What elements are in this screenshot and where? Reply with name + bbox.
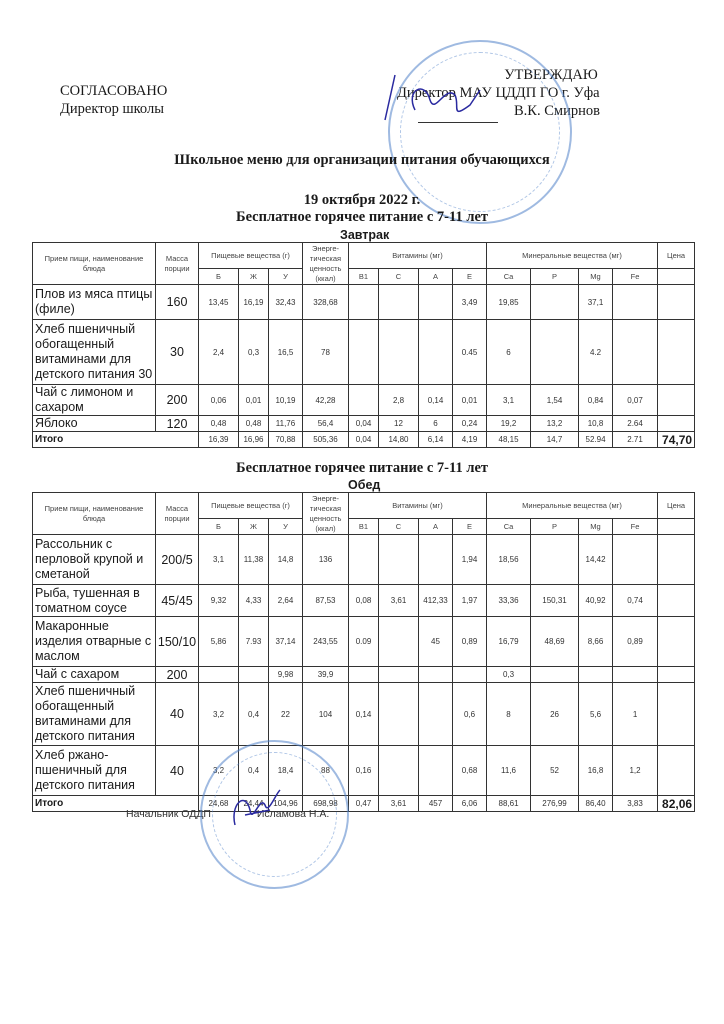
cell-energy: 136 (303, 535, 349, 585)
col-fe: Fe (613, 269, 658, 285)
cell-b (199, 667, 239, 683)
total-mg: 86,40 (579, 796, 613, 812)
table-row (33, 535, 695, 585)
cell-price (658, 535, 695, 585)
col-e: E (453, 269, 487, 285)
total-b1: 0,47 (349, 796, 379, 812)
cell-u: 10,19 (269, 385, 303, 416)
cell-b: 2,4 (199, 320, 239, 385)
cell-a (419, 746, 453, 796)
cell-energy: 78 (303, 320, 349, 385)
cell-b: 9,32 (199, 585, 239, 617)
cell-mg: 4.2 (579, 320, 613, 385)
cell-b1: 0,08 (349, 585, 379, 617)
total-price: 74,70 (658, 432, 695, 448)
dish-name: Рассольник с перловой крупой и сметаной (33, 535, 156, 585)
cell-zh: 0,4 (239, 683, 269, 746)
cell-e: 0,89 (453, 617, 487, 667)
total-label: Итого (33, 796, 199, 812)
col-nutrients: Пищевые вещества (г) (199, 243, 303, 269)
total-b1: 0,04 (349, 432, 379, 448)
col-a: A (419, 269, 453, 285)
dish-name: Плов из мяса птицы (филе) (33, 285, 156, 320)
cell-zh: 0,3 (239, 320, 269, 385)
cell-energy: 56,4 (303, 416, 349, 432)
col-mg: Mg (579, 519, 613, 535)
dish-name: Рыба, тушенная в томатном соусе (33, 585, 156, 617)
col-mg: Mg (579, 269, 613, 285)
cell-e: 0,6 (453, 683, 487, 746)
agreed-block (60, 82, 167, 118)
cell-p (531, 535, 579, 585)
dish-name: Чай с лимоном и сахаром (33, 385, 156, 416)
cell-ca: 16,79 (487, 617, 531, 667)
cell-p: 26 (531, 683, 579, 746)
cell-p (531, 667, 579, 683)
total-b: 16,39 (199, 432, 239, 448)
cell-price (658, 746, 695, 796)
cell-a: 6 (419, 416, 453, 432)
col-a: A (419, 519, 453, 535)
total-fe: 2.71 (613, 432, 658, 448)
table-header-row (33, 243, 695, 269)
signature-line (418, 122, 498, 123)
cell-ca: 8 (487, 683, 531, 746)
cell-zh: 0,48 (239, 416, 269, 432)
col-price-empty (658, 519, 695, 535)
cell-mg: 40,92 (579, 585, 613, 617)
cell-price (658, 585, 695, 617)
col-minerals: Минеральные вещества (мг) (487, 243, 658, 269)
table-row (33, 683, 695, 746)
col-b: Б (199, 519, 239, 535)
table-row (33, 617, 695, 667)
cell-b1 (349, 320, 379, 385)
cell-fe: 0,74 (613, 585, 658, 617)
cell-a (419, 320, 453, 385)
cell-fe: 1,2 (613, 746, 658, 796)
total-u: 70,88 (269, 432, 303, 448)
total-c: 3,61 (379, 796, 419, 812)
cell-energy: 104 (303, 683, 349, 746)
dish-mass: 200 (156, 667, 199, 683)
cell-price (658, 320, 695, 385)
cell-mg: 8,66 (579, 617, 613, 667)
cell-b: 3,2 (199, 746, 239, 796)
table-row (33, 385, 695, 416)
total-energy: 698,98 (303, 796, 349, 812)
cell-p: 150,31 (531, 585, 579, 617)
approved-name: В.К. Смирнов (514, 103, 600, 119)
col-p: P (531, 519, 579, 535)
cell-e: 0,24 (453, 416, 487, 432)
cell-mg: 5,6 (579, 683, 613, 746)
col-ca: Ca (487, 269, 531, 285)
col-b1: B1 (349, 269, 379, 285)
cell-b1: 0,14 (349, 683, 379, 746)
cell-p: 52 (531, 746, 579, 796)
cell-fe (613, 320, 658, 385)
cell-u: 14,8 (269, 535, 303, 585)
total-b: 24,68 (199, 796, 239, 812)
total-p: 276,99 (531, 796, 579, 812)
cell-c (379, 320, 419, 385)
total-e: 4,19 (453, 432, 487, 448)
cell-zh: 7.93 (239, 617, 269, 667)
total-p: 14,7 (531, 432, 579, 448)
cell-u: 11,76 (269, 416, 303, 432)
cell-p: 1,54 (531, 385, 579, 416)
cell-c (379, 535, 419, 585)
dish-name: Хлеб пшеничный обогащенный витаминами для детского питания (33, 683, 156, 746)
cell-fe: 2.64 (613, 416, 658, 432)
agreed-label: СОГЛАСОВАНО (60, 83, 168, 99)
col-zh: Ж (239, 519, 269, 535)
cell-energy: 87,53 (303, 585, 349, 617)
col-p: P (531, 269, 579, 285)
col-e: E (453, 519, 487, 535)
cell-p: 48,69 (531, 617, 579, 667)
dish-mass: 40 (156, 683, 199, 746)
col-ca: Ca (487, 519, 531, 535)
dish-name: Яблоко (33, 416, 156, 432)
cell-p: 13,2 (531, 416, 579, 432)
cell-c: 2,8 (379, 385, 419, 416)
document-date: 19 октября 2022 г. (303, 192, 421, 208)
dish-mass: 200/5 (156, 535, 199, 585)
col-energy: Энерге-тическая ценность (ккал) (303, 493, 349, 535)
cell-price (658, 617, 695, 667)
cell-mg: 16,8 (579, 746, 613, 796)
cell-mg: 37,1 (579, 285, 613, 320)
cell-fe: 1 (613, 683, 658, 746)
total-energy: 505,36 (303, 432, 349, 448)
total-label: Итого (33, 432, 199, 448)
agreed-role: Директор школы (60, 101, 164, 117)
col-mass: Масса порции (156, 493, 199, 535)
cell-c: 3,61 (379, 585, 419, 617)
cell-e: 1,94 (453, 535, 487, 585)
col-price-empty (658, 269, 695, 285)
total-ca: 88,61 (487, 796, 531, 812)
cell-mg: 0,84 (579, 385, 613, 416)
lunch-table (32, 492, 695, 812)
cell-fe (613, 535, 658, 585)
cell-ca: 0,3 (487, 667, 531, 683)
col-vitamins: Витамины (мг) (349, 493, 487, 519)
cell-b: 5,86 (199, 617, 239, 667)
cell-mg (579, 667, 613, 683)
total-fe: 3,83 (613, 796, 658, 812)
cell-b: 0,48 (199, 416, 239, 432)
col-u: У (269, 519, 303, 535)
approved-role: Директор МАУ ЦДДП ГО г. Уфа (397, 85, 600, 101)
total-a: 457 (419, 796, 453, 812)
cell-price (658, 385, 695, 416)
dish-mass: 120 (156, 416, 199, 432)
total-zh: 24,44 (239, 796, 269, 812)
cell-e: 3,49 (453, 285, 487, 320)
cell-b: 13,45 (199, 285, 239, 320)
cell-mg: 10,8 (579, 416, 613, 432)
cell-u: 32,43 (269, 285, 303, 320)
col-vitamins: Витамины (мг) (349, 243, 487, 269)
col-b1: B1 (349, 519, 379, 535)
table-row (33, 746, 695, 796)
cell-ca: 19,85 (487, 285, 531, 320)
cell-e: 0,01 (453, 385, 487, 416)
cell-zh: 4,33 (239, 585, 269, 617)
col-price: Цена (658, 243, 695, 269)
total-u: 104,96 (269, 796, 303, 812)
cell-b1 (349, 535, 379, 585)
col-c: C (379, 519, 419, 535)
cell-b: 0,06 (199, 385, 239, 416)
breakfast-table (32, 242, 695, 448)
breakfast-subtitle: Бесплатное горячее питание с 7-11 лет (235, 209, 489, 225)
cell-b: 3,1 (199, 535, 239, 585)
cell-e: 0,68 (453, 746, 487, 796)
cell-price (658, 667, 695, 683)
cell-zh: 0,01 (239, 385, 269, 416)
cell-ca: 6 (487, 320, 531, 385)
cell-b1: 0,04 (349, 416, 379, 432)
dish-name: Хлеб пшеничный обогащенный витаминами для детского питания 30 (33, 320, 156, 385)
cell-u: 37,14 (269, 617, 303, 667)
cell-c (379, 667, 419, 683)
cell-zh: 11,38 (239, 535, 269, 585)
cell-fe: 0,89 (613, 617, 658, 667)
col-u: У (269, 269, 303, 285)
cell-c (379, 617, 419, 667)
cell-a: 412,33 (419, 585, 453, 617)
approved-label: УТВЕРЖДАЮ (504, 67, 598, 83)
cell-energy: 42,28 (303, 385, 349, 416)
cell-a (419, 667, 453, 683)
cell-c (379, 285, 419, 320)
cell-zh: 16,19 (239, 285, 269, 320)
breakfast-total-row (33, 432, 695, 448)
total-a: 6,14 (419, 432, 453, 448)
cell-a (419, 683, 453, 746)
cell-b1: 0,16 (349, 746, 379, 796)
cell-c (379, 683, 419, 746)
cell-a: 45 (419, 617, 453, 667)
cell-zh: 0,4 (239, 746, 269, 796)
table-row (33, 285, 695, 320)
cell-zh (239, 667, 269, 683)
lunch-meal-label: Обед (348, 478, 381, 492)
table-row (33, 416, 695, 432)
table-row (33, 320, 695, 385)
cell-price (658, 285, 695, 320)
table-row (33, 667, 695, 683)
footer-role: Начальник ОДДП (126, 808, 211, 820)
document-title: Школьное меню для организации питания обучающихся (174, 152, 550, 168)
col-minerals: Минеральные вещества (мг) (487, 493, 658, 519)
cell-a (419, 285, 453, 320)
dish-name: Хлеб ржано-пшеничный для детского питания (33, 746, 156, 796)
cell-u: 2,64 (269, 585, 303, 617)
lunch-subtitle: Бесплатное горячее питание с 7-11 лет (235, 460, 489, 476)
cell-price (658, 416, 695, 432)
footer-signoff (126, 808, 329, 820)
cell-u: 22 (269, 683, 303, 746)
col-c: C (379, 269, 419, 285)
col-price: Цена (658, 493, 695, 519)
cell-e: 1,97 (453, 585, 487, 617)
cell-ca: 3,1 (487, 385, 531, 416)
cell-c: 12 (379, 416, 419, 432)
cell-energy: 328,68 (303, 285, 349, 320)
cell-e: 0.45 (453, 320, 487, 385)
cell-energy: 243,55 (303, 617, 349, 667)
cell-mg: 14,42 (579, 535, 613, 585)
cell-price (658, 683, 695, 746)
cell-fe (613, 667, 658, 683)
table-header-row (33, 493, 695, 519)
cell-energy: 39,9 (303, 667, 349, 683)
cell-p (531, 285, 579, 320)
dish-mass: 200 (156, 385, 199, 416)
breakfast-meal-label: Завтрак (340, 228, 390, 242)
cell-p (531, 320, 579, 385)
total-ca: 48,15 (487, 432, 531, 448)
cell-ca: 33,36 (487, 585, 531, 617)
total-price: 82,06 (658, 796, 695, 812)
cell-ca: 11,6 (487, 746, 531, 796)
total-zh: 16,96 (239, 432, 269, 448)
col-dish: Прием пищи, наименование блюда (33, 493, 156, 535)
col-zh: Ж (239, 269, 269, 285)
dish-mass: 160 (156, 285, 199, 320)
approved-block (396, 66, 636, 120)
cell-b1 (349, 385, 379, 416)
cell-b1 (349, 285, 379, 320)
dish-mass: 45/45 (156, 585, 199, 617)
col-b: Б (199, 269, 239, 285)
cell-u: 9,98 (269, 667, 303, 683)
cell-c (379, 746, 419, 796)
cell-a (419, 535, 453, 585)
cell-ca: 19,2 (487, 416, 531, 432)
col-mass: Масса порции (156, 243, 199, 285)
dish-name: Макаронные изделия отварные с маслом (33, 617, 156, 667)
cell-fe (613, 285, 658, 320)
cell-e (453, 667, 487, 683)
total-e: 6,06 (453, 796, 487, 812)
cell-b1 (349, 667, 379, 683)
col-energy: Энерге-тическая ценность (ккал) (303, 243, 349, 285)
cell-b: 3,2 (199, 683, 239, 746)
cell-u: 16,5 (269, 320, 303, 385)
cell-b1: 0.09 (349, 617, 379, 667)
dish-mass: 30 (156, 320, 199, 385)
col-fe: Fe (613, 519, 658, 535)
total-mg: 52.94 (579, 432, 613, 448)
cell-a: 0,14 (419, 385, 453, 416)
col-dish: Прием пищи, наименование блюда (33, 243, 156, 285)
cell-fe: 0,07 (613, 385, 658, 416)
footer-name: Исламова Н.А. (256, 808, 330, 820)
dish-mass: 150/10 (156, 617, 199, 667)
table-row (33, 585, 695, 617)
total-c: 14,80 (379, 432, 419, 448)
dish-mass: 40 (156, 746, 199, 796)
cell-energy: 88 (303, 746, 349, 796)
col-nutrients: Пищевые вещества (г) (199, 493, 303, 519)
dish-name: Чай с сахаром (33, 667, 156, 683)
cell-ca: 18,56 (487, 535, 531, 585)
cell-u: 18,4 (269, 746, 303, 796)
